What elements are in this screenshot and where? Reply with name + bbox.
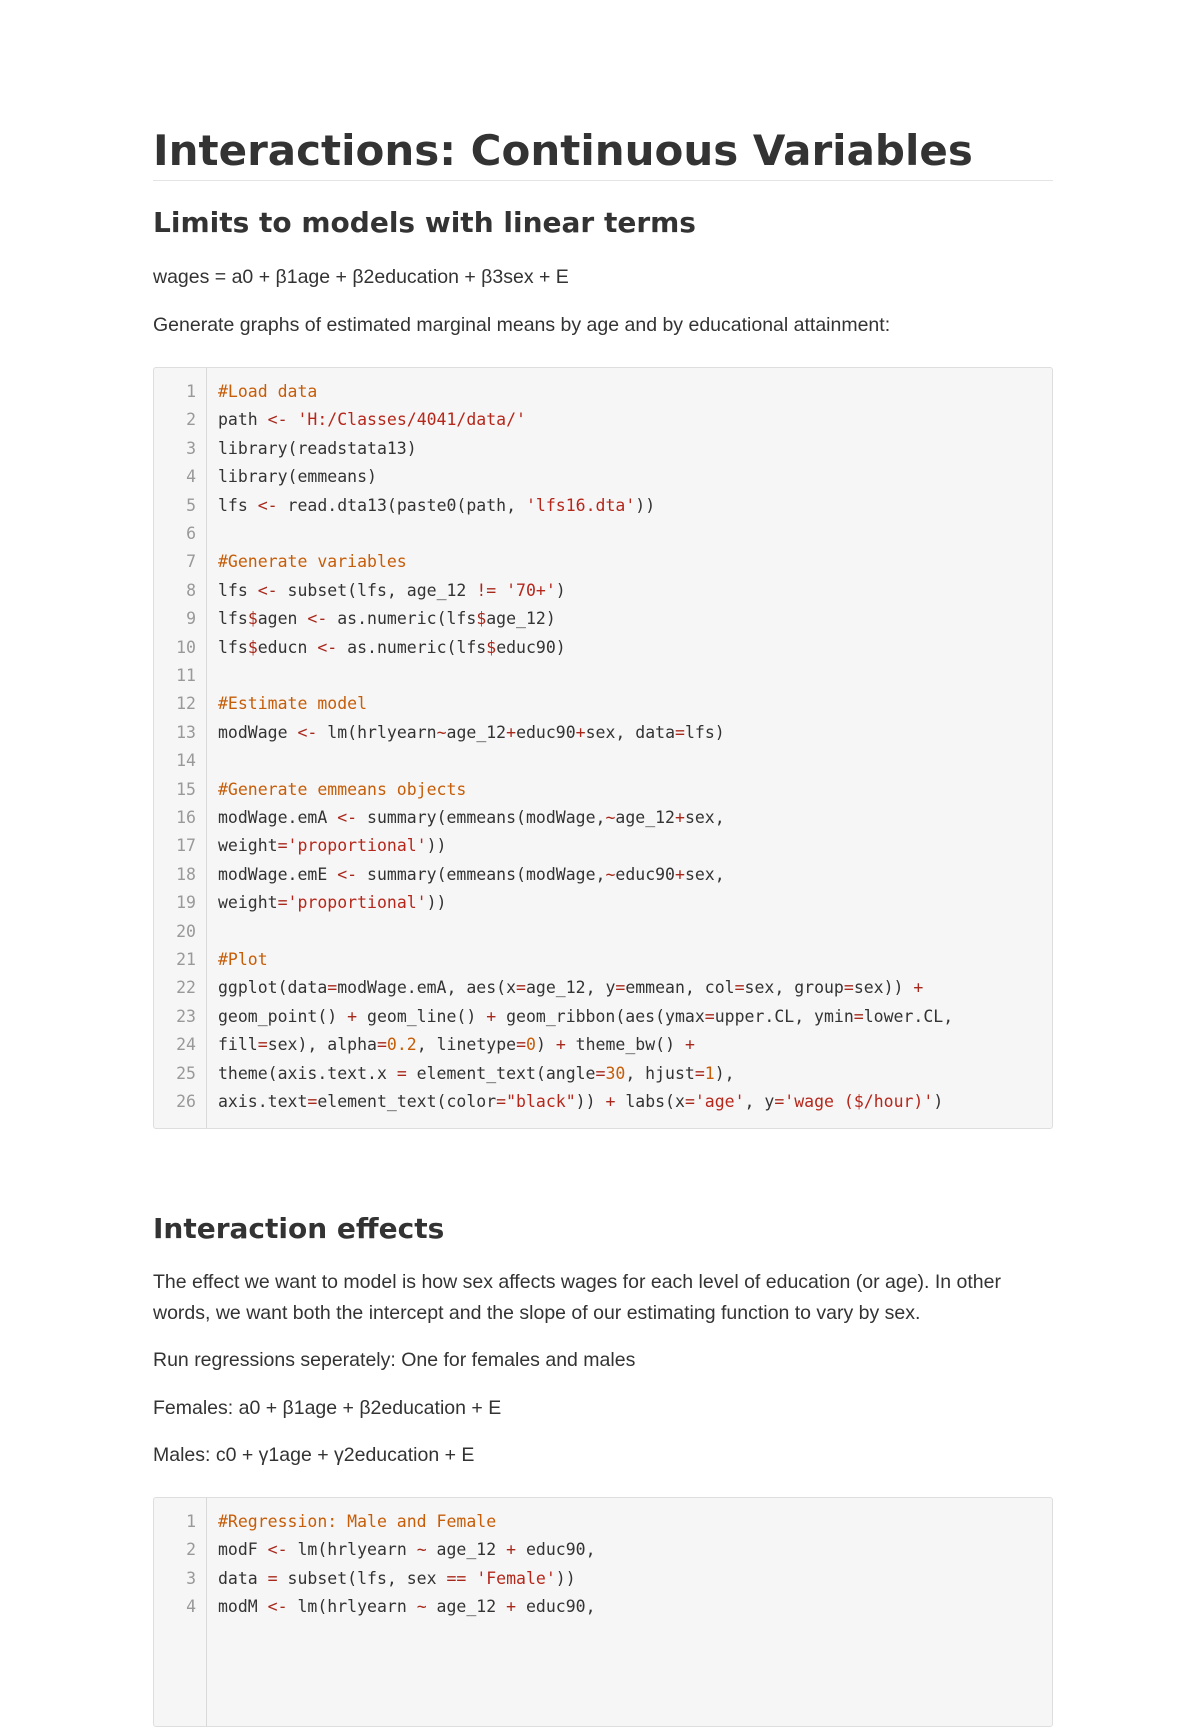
code-line [154,1593,1053,1621]
line-number: 21 [176,950,196,969]
code-token: lfs [218,495,258,515]
code-line [154,1060,1053,1088]
code-token: subset(lfs, sex [277,1568,447,1588]
line-number: 24 [176,1035,196,1055]
code-text [218,463,377,491]
code-token: lower.CL, [863,1006,954,1026]
code-token: educ90) [496,637,566,657]
code-token: lfs [218,637,248,657]
code-line [154,492,1053,520]
code-token: ), [714,1063,735,1083]
code-text [218,548,407,576]
line-number: 7 [186,552,196,572]
code-token: )) [575,1092,606,1111]
code-token: )) [426,836,447,856]
line-number: 10 [176,637,196,657]
code-line [154,918,1053,946]
code-line [154,946,1053,974]
code-line [154,1031,1053,1059]
code-token: geom_ribbon(aes(ymax [496,1006,705,1026]
code-token: 0.2 [386,1035,417,1055]
code-token: educ90, [516,1540,596,1560]
code-text [218,776,466,804]
code-token: <- [267,1540,288,1560]
code-line [154,1508,1053,1536]
code-token: emmean, col [625,978,735,998]
code-token: modWage [218,722,298,742]
code-line [154,634,1053,662]
code-line [154,662,1053,690]
line-number: 15 [176,779,196,799]
code-line [154,832,1053,860]
code-line [154,520,1053,548]
code-token: sex)) [853,978,914,998]
code-token: axis.text [218,1092,308,1111]
line-number: 18 [176,864,196,884]
code-token: age_12) [486,609,556,629]
code-token: != [476,580,497,600]
code-token: = [853,1006,864,1026]
code-text [218,492,655,520]
code-token: #Estimate model [218,694,368,714]
code-token: age_12 [426,1597,507,1617]
code-token: modWage.emE [218,864,338,884]
code-token: + [506,1540,517,1560]
code-line [154,548,1053,576]
code-token: modWage.emA [218,808,338,827]
code-token: ~ [416,1540,427,1560]
code-token: ) [933,1092,944,1111]
code-token: lfs [218,580,258,600]
page-title: Interactions: Continuous Variables [153,126,973,175]
code-token: as.numeric(lfs [337,637,487,657]
line-number: 4 [186,467,196,487]
code-token: 0 [526,1035,536,1055]
code-token: 'lfs16.dta' [525,495,636,515]
paragraph-run-regressions: Run regressions seperately: One for females and males [153,1349,636,1371]
code-token: #Load data [218,382,318,401]
code-token: lm(hrlyearn [287,1597,417,1617]
code-token: age_12 [615,808,675,827]
code-text [218,889,447,917]
code-token: upper.CL, ymin [714,1006,854,1026]
code-token: + [347,1006,358,1026]
code-token: = [704,1006,715,1026]
code-text [218,690,367,718]
code-text [218,804,725,832]
code-token: ~ [416,1597,427,1617]
code-token: educ90 [615,864,675,884]
code-text [218,1593,596,1621]
code-token: + [684,1035,695,1055]
line-number: 14 [176,751,196,771]
code-token: = [675,722,685,742]
code-token: + [605,1092,616,1111]
code-token: geom_line() [357,1006,487,1026]
code-line [154,378,1053,406]
code-token: + [506,1597,517,1617]
code-line [154,1536,1053,1564]
code-token: = [496,1092,507,1111]
code-token: lfs) [684,722,725,742]
code-token: )) [635,495,656,515]
line-number: 3 [186,438,196,458]
code-token: = [516,1035,526,1055]
code-token: fill [218,1035,258,1055]
code-token: )) [426,893,447,913]
line-number: 8 [186,580,196,600]
code-token: $ [247,637,258,657]
code-text [218,946,268,974]
line-number: 23 [176,1006,196,1026]
code-line [154,1003,1053,1031]
code-token: #Plot [218,950,268,969]
code-token: + [675,808,685,827]
code-line [154,974,1053,1002]
code-line [154,776,1053,804]
code-token: sex, [684,808,725,827]
code-line [154,406,1053,434]
code-token: 'proportional' [287,893,427,913]
code-token: = [516,978,526,998]
code-token: + [486,1006,497,1026]
code-token: <- [267,1597,288,1617]
code-token: sex, data [585,722,676,742]
code-line [154,804,1053,832]
code-token: = [257,1035,268,1055]
code-token: #Regression: Male and Female [218,1512,497,1531]
code-token: #Generate variables [218,552,407,572]
code-token: <- [337,808,358,827]
code-token: lfs [218,609,248,629]
code-token: weight [218,836,278,856]
code-token: <- [257,495,278,515]
code-token: = [396,1063,407,1083]
code-token: lm(hrlyearn [287,1540,417,1560]
section-heading-interaction-effects: Interaction effects [153,1212,445,1245]
code-token: 'proportional' [287,836,427,856]
code-token [288,410,298,429]
code-token: , y [744,1092,775,1111]
line-number: 20 [176,921,196,941]
line-number: 13 [176,722,196,742]
intro-paragraph: Generate graphs of estimated marginal means by age and by educational attainment: [153,314,891,336]
code-line [154,861,1053,889]
line-number: 26 [176,1092,196,1111]
line-number: 3 [186,1568,196,1588]
title-divider [153,180,1053,181]
code-token: ~ [605,864,616,884]
code-token: , hjust [625,1063,695,1083]
code-token [496,581,506,600]
code-token: ~ [605,808,616,827]
code-token: element_text(color [317,1092,497,1111]
code-token: == [446,1568,467,1588]
code-line [154,605,1053,633]
code-token: 'Female' [476,1568,556,1588]
code-token: sex), alpha [267,1035,377,1055]
line-number: 4 [186,1597,196,1617]
code-token: read.dta13(paste0(path, [277,495,526,515]
code-line [154,1565,1053,1593]
code-token: + [913,978,924,998]
equation-females: Females: a0 + β1age + β2education + E [153,1397,502,1419]
code-token: labs(x [615,1092,685,1111]
code-text [218,406,526,434]
code-token: #Generate emmeans objects [218,779,467,799]
code-token: as.numeric(lfs [327,609,477,629]
code-token: educ90, [516,1597,596,1617]
code-token: = [684,1092,695,1111]
code-token: <- [297,722,318,742]
code-token: modM [218,1597,268,1617]
code-token: element_text(angle [406,1063,596,1083]
code-token: ~ [436,722,447,742]
code-token: "black" [506,1092,576,1111]
line-number: 1 [186,382,196,401]
code-token: lm(hrlyearn [317,722,437,742]
code-text [218,605,556,633]
code-token: = [774,1092,785,1111]
code-token: = [327,978,338,998]
code-token: = [307,1092,318,1111]
code-text [218,1088,943,1116]
code-token: ) [535,1035,556,1055]
code-token: $ [476,609,487,629]
equation-wages: wages = a0 + β1age + β2education + β3sex + E [153,266,569,288]
code-token: <- [257,580,278,600]
code-token: <- [267,410,288,430]
code-token: 'wage ($/hour)' [784,1092,934,1111]
code-token: weight [218,893,278,913]
code-token: = [595,1063,606,1083]
code-text [218,1060,735,1088]
code-token: educn [257,637,318,657]
code-token: = [267,1568,278,1588]
code-token: <- [317,637,338,657]
code-token: agen [257,609,308,629]
code-line [154,577,1053,605]
code-token: ) [555,580,566,600]
code-line [154,690,1053,718]
code-token: = [615,978,626,998]
line-number: 2 [186,1540,196,1560]
code-token: 1 [704,1063,715,1083]
code-text [218,719,725,747]
code-token: sex, group [744,978,844,998]
code-text [218,832,447,860]
code-text [218,1565,576,1593]
code-text [218,1031,695,1059]
code-token: modF [218,1540,268,1560]
code-token: theme_bw() [565,1035,685,1055]
code-token: age_12, y [525,978,616,998]
line-number: 22 [176,978,196,998]
code-token: path [218,410,268,430]
code-token: 'H:/Classes/4041/data/' [297,410,526,430]
code-block-2[interactable] [153,1497,1053,1727]
code-token: = [734,978,745,998]
code-token: 30 [605,1063,626,1083]
line-number: 12 [176,694,196,714]
line-number: 2 [186,410,196,430]
code-token: educ90 [516,722,576,742]
code-line [154,889,1053,917]
code-token: library(readstata13) [218,438,417,458]
code-text [218,378,317,406]
paragraph-interaction-line-2: words, we want both the intercept and the slope of our estimating function to vary by sex. [153,1302,921,1324]
code-text [218,1508,496,1536]
code-token: modWage.emA, aes(x [337,978,517,998]
code-token: age_12 [426,1540,507,1560]
code-token: + [575,722,586,742]
code-token: <- [337,864,358,884]
code-token: sex, [684,864,725,884]
code-token: summary(emmeans(modWage, [357,864,606,884]
code-token: $ [247,609,258,629]
code-token: = [694,1063,705,1083]
code-token [466,1569,476,1588]
code-token: <- [307,609,328,629]
code-text [218,577,566,605]
code-line [154,719,1053,747]
code-token: library(emmeans) [218,467,377,487]
code-token: = [376,1035,387,1055]
equation-males: Males: c0 + γ1age + γ2education + E [153,1444,475,1466]
code-line [154,1088,1053,1116]
line-number: 1 [186,1512,196,1531]
code-token: + [555,1035,566,1055]
code-token: subset(lfs, age_12 [277,580,477,600]
code-token: data [218,1568,268,1588]
code-text [218,1536,596,1564]
code-text [218,634,566,662]
code-token: = [277,836,288,856]
code-token: )) [555,1568,576,1588]
line-number: 17 [176,836,196,856]
line-number: 19 [176,893,196,913]
section-heading-linear-terms: Limits to models with linear terms [153,206,696,239]
code-block-1[interactable] [153,367,1053,1129]
code-token: + [675,864,685,884]
code-token: = [843,978,854,998]
line-number: 6 [186,524,196,543]
code-token: $ [486,637,497,657]
code-token: '70+' [506,580,556,600]
code-line [154,747,1053,775]
code-line [154,435,1053,463]
code-text [218,435,417,463]
code-token: geom_point() [218,1006,348,1026]
line-number: 11 [176,666,196,685]
line-number: 25 [176,1063,196,1083]
line-number: 16 [176,808,196,827]
code-token: + [506,722,517,742]
code-token: age_12 [446,722,507,742]
code-text [218,861,725,889]
code-text [218,974,923,1002]
code-token: = [277,893,288,913]
code-line [154,463,1053,491]
line-number: 9 [186,609,196,629]
code-token: summary(emmeans(modWage, [357,808,606,827]
code-text [218,1003,953,1031]
code-token: 'age' [694,1092,745,1111]
paragraph-interaction-line-1: The effect we want to model is how sex affects wages for each level of education (or age). In other [153,1271,1001,1293]
code-token: ggplot(data [218,978,328,998]
code-token: , linetype [416,1035,517,1055]
code-token: theme(axis.text.x [218,1063,397,1083]
line-number: 5 [186,495,196,515]
